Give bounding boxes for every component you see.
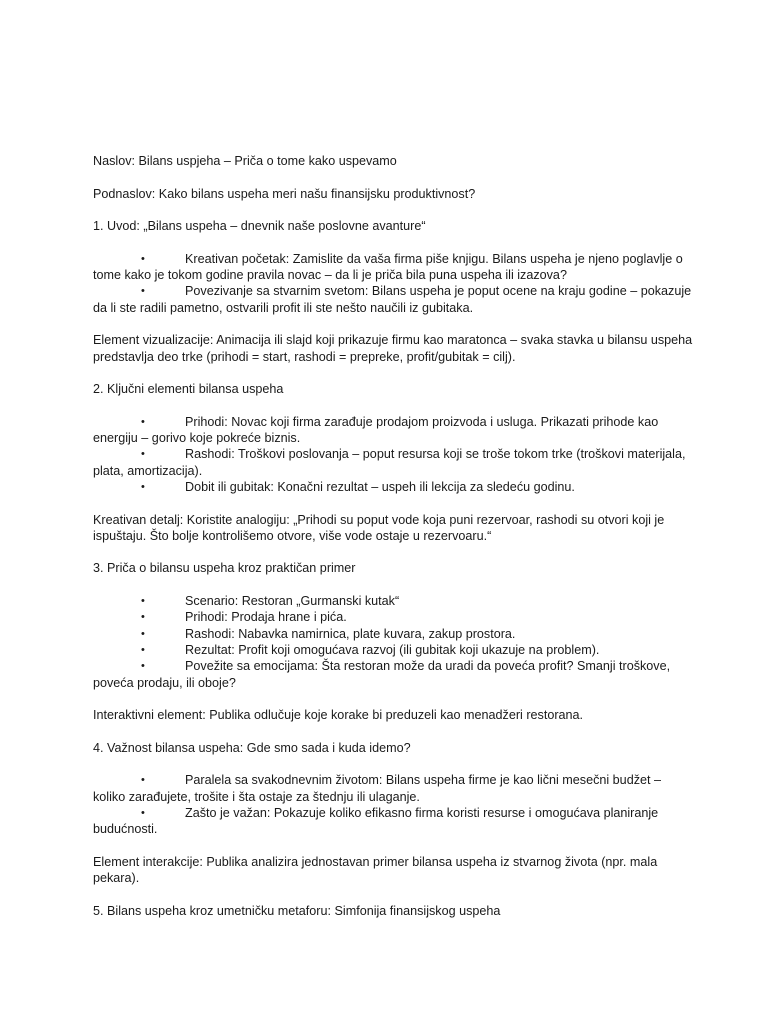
section-2-list — [93, 414, 696, 495]
list-item: • Prihodi: Prodaja hrane i pića. — [141, 610, 347, 625]
bullet-icon: • — [141, 252, 145, 265]
section-2-heading: 2. Ključni elementi bilansa uspeha — [93, 382, 284, 397]
section-4-list — [93, 772, 696, 837]
bullet-icon: • — [141, 627, 145, 640]
list-item: • Povezivanje sa stvarnim svetom: Bilans uspeha je poput ocene na kraju godine – pokazuje da li ste radili pametno, ostvarili profit ili ste nešto naučili iz gubitaka. — [93, 284, 692, 315]
list-item: • Rashodi: Nabavka namirnica, plate kuvara, zakup prostora. — [141, 626, 516, 641]
doc-title: Naslov: Bilans uspjeha – Priča o tome kako uspevamo — [93, 154, 397, 168]
section-1-list — [93, 251, 696, 316]
bullet-icon: • — [141, 806, 145, 819]
list-item: • Dobit ili gubitak: Konačni rezultat – uspeh ili lekcija za sledeću godinu. — [141, 479, 575, 494]
list-item: • Zašto je važan: Pokazuje koliko efikasno firma koristi resurse i omogućava planiranje budućnosti. — [93, 805, 659, 837]
list-item: • Paralela sa svakodnevnim životom: Bilans uspeha firme je kao lični mesečni budžet – koliko zarađujete, trošite i šta ostaje za štednju ili ulaganje. — [93, 773, 661, 804]
bullet-icon: • — [141, 448, 145, 461]
bullet-icon: • — [141, 415, 145, 428]
list-item: • Povežite sa emocijama: Šta restoran može da uradi da poveća profit? Smanji troškove, poveća prodaju, ili oboje? — [93, 659, 671, 690]
section-4-note: Element interakcije: Publika analizira jednostavan primer bilansa uspeha iz stvarnog života (npr. mala pekara). — [93, 854, 658, 886]
section-1-heading: 1. Uvod: „Bilans uspeha – dnevnik naše poslovne avanture“ — [93, 219, 426, 234]
list-item: • Rezultat: Profit koji omogućava razvoj (ili gubitak koji ukazuje na problem). — [141, 642, 600, 657]
bullet-icon: • — [141, 480, 145, 493]
bullet-icon: • — [141, 285, 145, 298]
bullet-icon: • — [141, 660, 145, 673]
list-item: • Kreativan početak: Zamislite da vaša firma piše knjigu. Bilans uspeha je njeno poglavlje o tome kako je tokom godine pravila novac – da li je priča bila puna uspeha ili izazova? — [93, 251, 683, 283]
list-item: • Prihodi: Novac koji firma zarađuje prodajom proizvoda i usluga. Prikazati prihode kao energiju – gorivo koje pokreće biznis. — [93, 414, 659, 446]
section-2-note: Kreativan detalj: Koristite analogiju: „Prihodi su poput vode koja puni rezervoar, rashodi su otvori koji je ispuštaju. Što bolje kontrolišemo otvore, više vode ostaje u rezervoaru.“ — [93, 512, 665, 543]
bullet-icon: • — [141, 774, 145, 787]
bullet-icon: • — [141, 611, 145, 624]
bullet-icon: • — [141, 643, 145, 656]
list-item: • Scenario: Restoran „Gurmanski kutak“ — [141, 594, 400, 609]
bullet-icon: • — [141, 595, 145, 608]
list-item: • Rashodi: Troškovi poslovanja – poput resursa koji se troše tokom trke (troškovi materijala, plata, amortizacija). — [93, 447, 686, 478]
section-3-list — [93, 593, 696, 691]
doc-subtitle: Podnaslov: Kako bilans uspeha meri našu finansijsku produktivnost? — [93, 186, 476, 201]
section-3-heading: 3. Priča o bilansu uspeha kroz praktičan primer — [93, 561, 356, 576]
section-4-heading: 4. Važnost bilansa uspeha: Gde smo sada i kuda idemo? — [93, 740, 411, 755]
section-1-note: Element vizualizacije: Animacija ili slajd koji prikazuje firmu kao maratonca – svaka stavka u bilansu uspeha predstavlja deo trke (prihodi = start, rashodi = prepreke, profit/gubitak = cilj). — [93, 333, 693, 364]
section-3-note: Interaktivni element: Publika odlučuje koje korake bi preduzeli kao menadžeri restorana. — [93, 708, 584, 723]
section-5-heading: 5. Bilans uspeha kroz umetničku metaforu: Simfonija finansijskog uspeha — [93, 903, 501, 918]
